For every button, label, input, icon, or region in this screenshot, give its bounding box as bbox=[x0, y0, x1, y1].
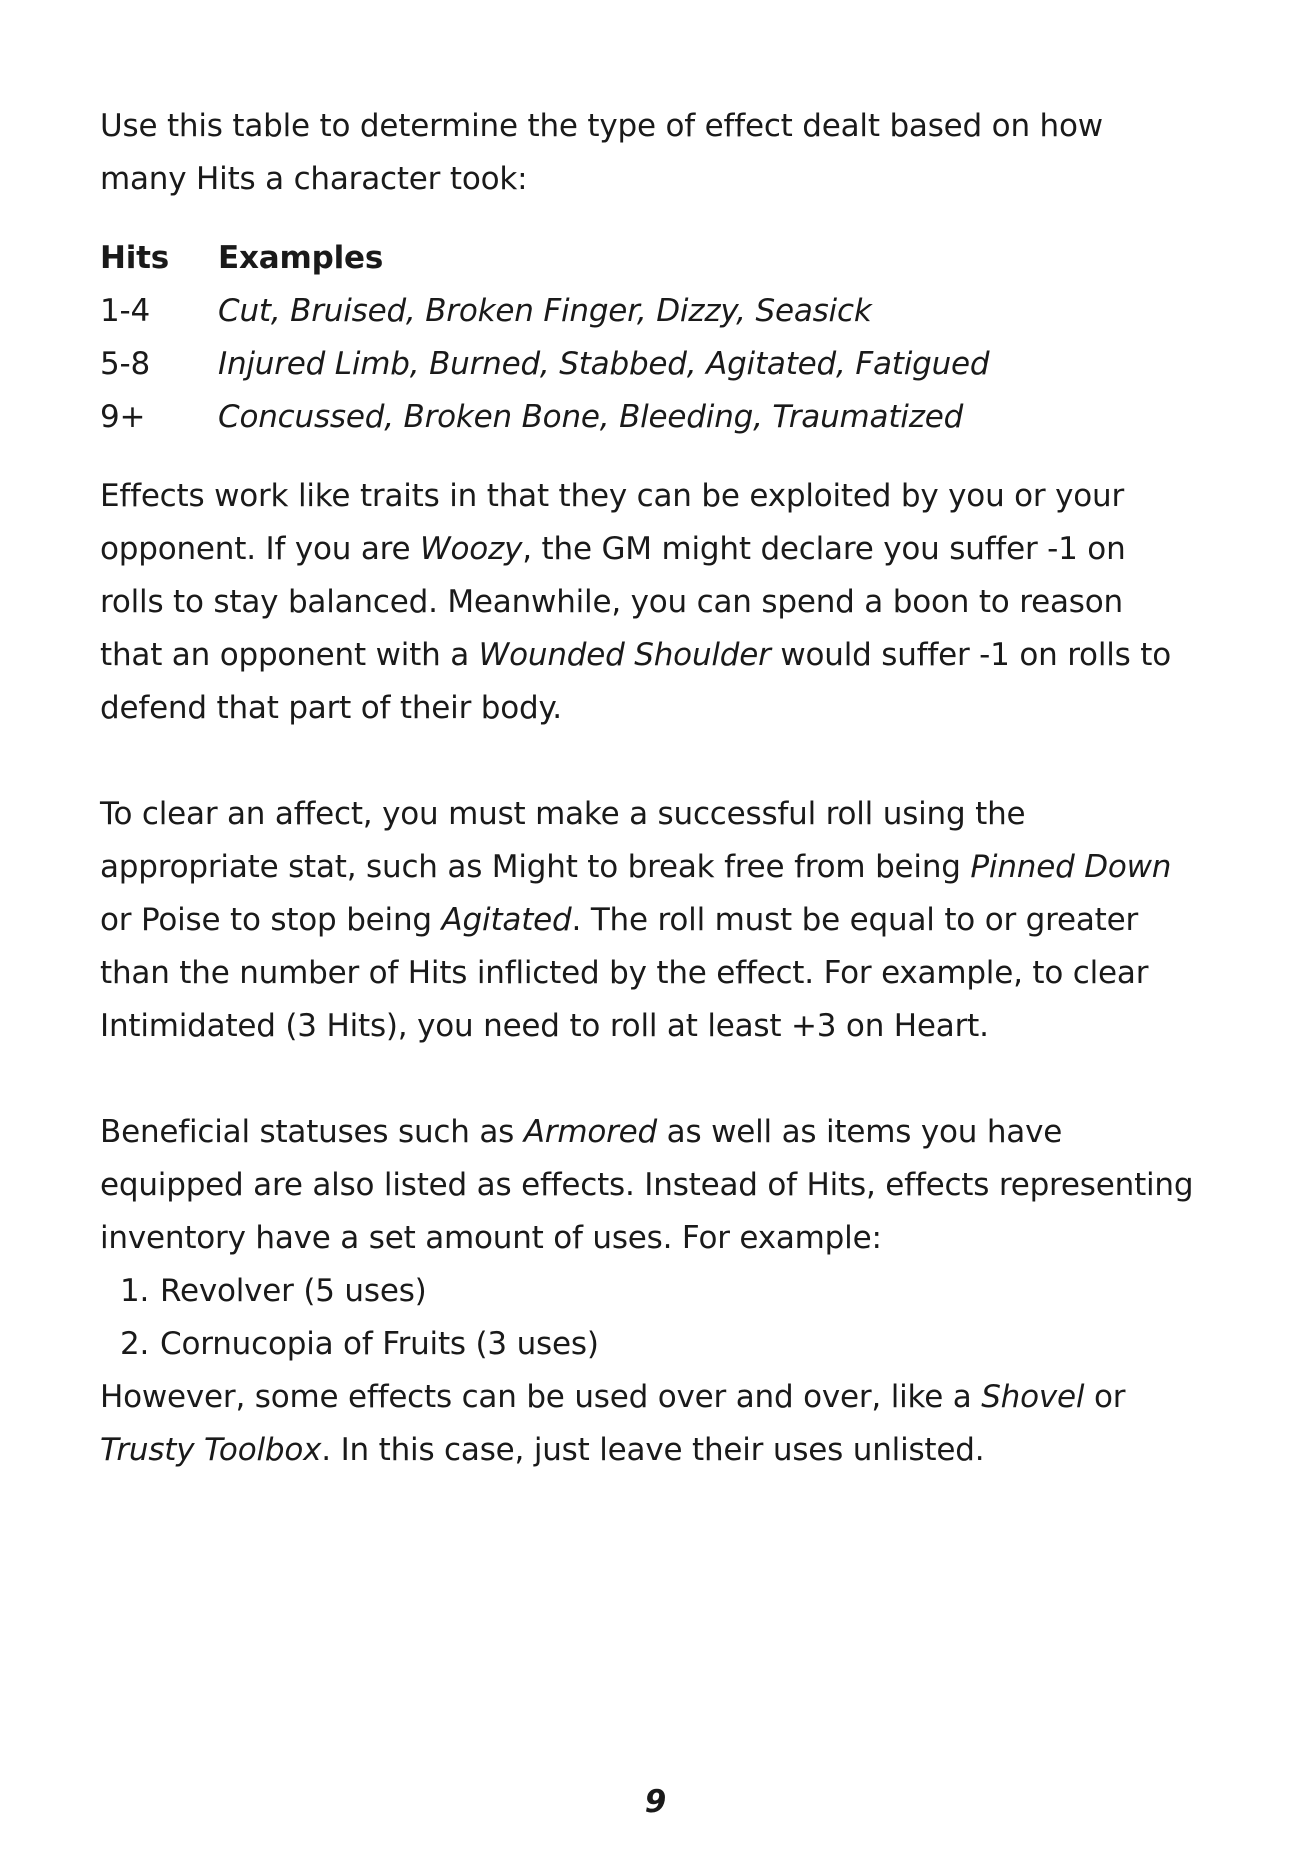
paragraph-line bbox=[100, 894, 1220, 947]
paragraph-line bbox=[100, 841, 1220, 894]
paragraph-line: Intimidated (3 Hits), you need to roll at least +3 on Heart. bbox=[100, 1008, 989, 1044]
paragraph-line: equipped are also listed as effects. Instead of Hits, effects representing bbox=[100, 1167, 1194, 1203]
paragraph-line: defend that part of their body. bbox=[100, 690, 562, 726]
paragraph-line: inventory have a set amount of uses. For example: bbox=[100, 1220, 882, 1256]
list-item bbox=[100, 1318, 1220, 1371]
hits-cell: 1-4 bbox=[100, 293, 151, 329]
text-span: Beneficial statuses such as bbox=[100, 1114, 524, 1150]
text-span: , the GM might declare you suffer -1 on bbox=[522, 531, 1126, 567]
text-span: appropriate stat, such as Might to break free from being bbox=[100, 849, 971, 885]
emphasis-text: Shovel bbox=[981, 1379, 1085, 1415]
text-span: . In this case, just leave their uses unlisted. bbox=[321, 1432, 985, 1468]
list-item-text: Revolver (5 uses) bbox=[160, 1273, 427, 1309]
text-span: . The roll must be equal to or greater bbox=[571, 902, 1139, 938]
list-item bbox=[100, 1265, 1220, 1318]
text-span: However, some effects can be used over and over, like a bbox=[100, 1379, 982, 1415]
page-content bbox=[100, 100, 1220, 1477]
table-header-row bbox=[100, 232, 1220, 285]
text-span: would suffer -1 on rolls to bbox=[770, 637, 1171, 673]
paragraph-line bbox=[100, 1106, 1220, 1159]
emphasis-text: Woozy bbox=[420, 531, 523, 567]
paragraph-line bbox=[100, 629, 1220, 682]
text-span: or bbox=[1084, 1379, 1126, 1415]
clear-effect-paragraph bbox=[100, 788, 1220, 1053]
emphasis-text: Pinned Down bbox=[970, 849, 1172, 885]
list-item-text: Cornucopia of Fruits (3 uses) bbox=[160, 1326, 599, 1362]
paragraph-line: Effects work like traits in that they can be exploited by you or your bbox=[100, 478, 1125, 514]
examples-cell: Cut, Bruised, Broken Finger, Dizzy, Seasick bbox=[218, 293, 872, 329]
paragraph-line: rolls to stay balanced. Meanwhile, you can spend a boon to reason bbox=[100, 584, 1123, 620]
header-examples: Examples bbox=[218, 240, 384, 276]
list-number: 1. bbox=[120, 1273, 150, 1309]
paragraph-line: than the number of Hits inflicted by the effect. For example, to clear bbox=[100, 955, 1149, 991]
table-row bbox=[100, 285, 1220, 338]
text-span: that an opponent with a bbox=[100, 637, 479, 673]
emphasis-text: Armored bbox=[523, 1114, 658, 1150]
intro-line: Use this table to determine the type of effect dealt based on how bbox=[100, 108, 1103, 144]
text-span: as well as items you have bbox=[657, 1114, 1063, 1150]
table-row bbox=[100, 338, 1220, 391]
text-span: or Poise to stop being bbox=[100, 902, 442, 938]
paragraph-line bbox=[100, 523, 1220, 576]
hits-cell: 5-8 bbox=[100, 346, 151, 382]
reuse-paragraph bbox=[100, 1371, 1220, 1477]
effects-paragraph bbox=[100, 470, 1220, 735]
beneficial-paragraph bbox=[100, 1106, 1220, 1265]
paragraph-line: To clear an affect, you must make a successful roll using the bbox=[100, 796, 1026, 832]
emphasis-text: Agitated bbox=[441, 902, 572, 938]
intro-paragraph bbox=[100, 100, 1220, 206]
table-row bbox=[100, 391, 1220, 444]
examples-cell: Injured Limb, Burned, Stabbed, Agitated, Fatigued bbox=[218, 346, 990, 382]
hits-cell: 9+ bbox=[100, 399, 146, 435]
list-number: 2. bbox=[120, 1326, 150, 1362]
uses-list bbox=[100, 1265, 1220, 1371]
intro-line: many Hits a character took: bbox=[100, 161, 528, 197]
emphasis-text: Trusty Toolbox bbox=[100, 1432, 322, 1468]
hits-table bbox=[100, 232, 1220, 444]
emphasis-text: Wounded Shoulder bbox=[478, 637, 771, 673]
paragraph-line bbox=[100, 1371, 1220, 1424]
paragraph-line bbox=[100, 1424, 1220, 1477]
text-span: opponent. If you are bbox=[100, 531, 421, 567]
examples-cell: Concussed, Broken Bone, Bleeding, Traumatized bbox=[218, 399, 964, 435]
header-hits: Hits bbox=[100, 240, 170, 276]
page-number: 9 bbox=[644, 1784, 667, 1820]
